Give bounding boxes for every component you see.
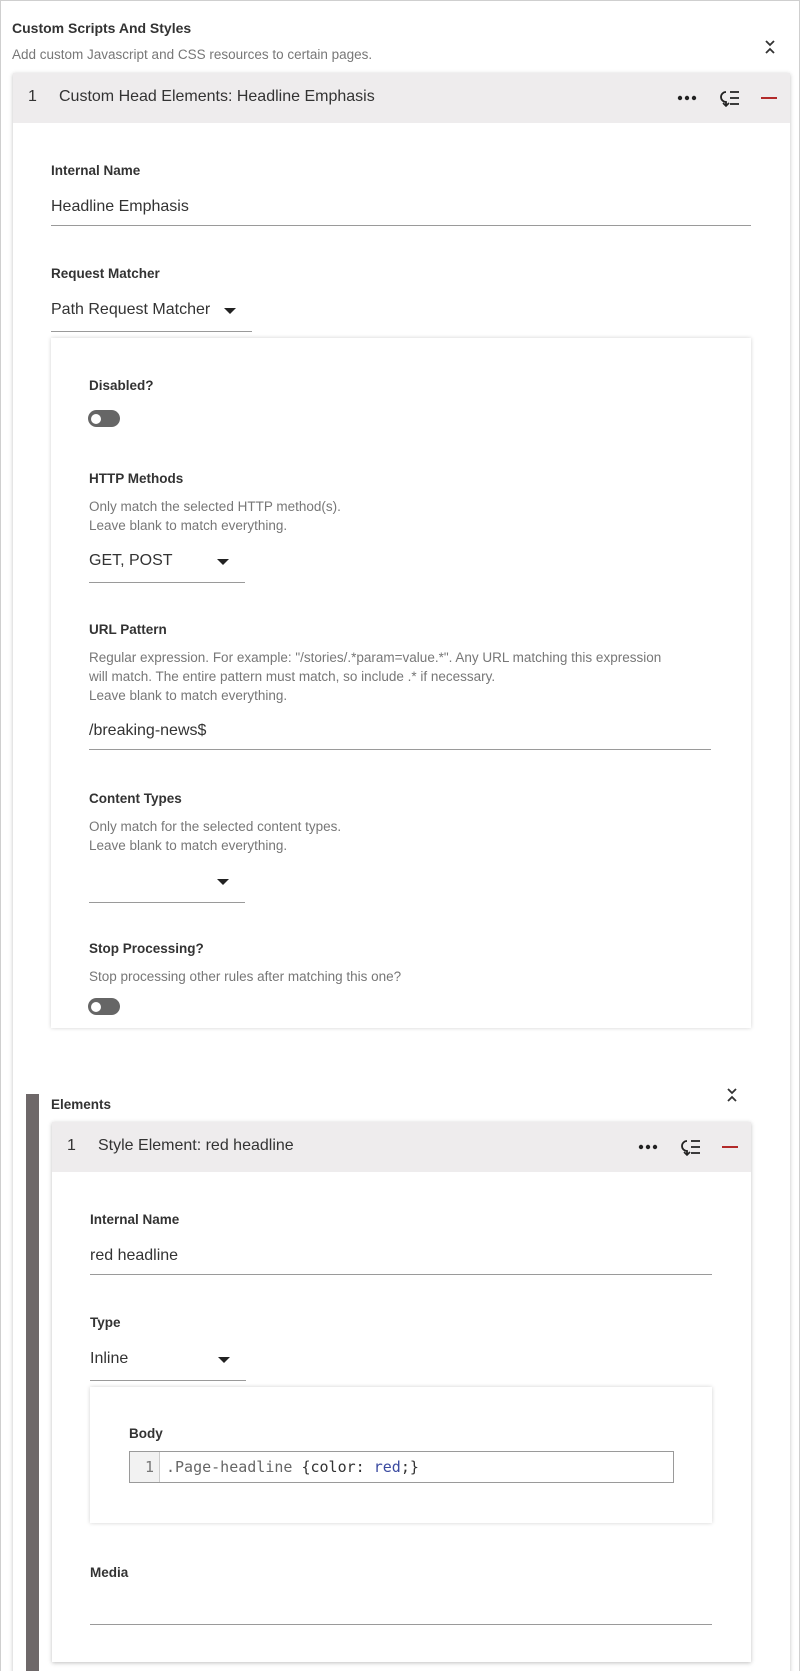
elements-indent-bar	[26, 1094, 39, 1671]
http-methods-help-2: Leave blank to match everything.	[89, 518, 288, 533]
http-methods-label: HTTP Methods	[89, 471, 184, 486]
body-code-editor[interactable]	[129, 1451, 674, 1483]
http-methods-help-1: Only match the selected HTTP method(s).	[89, 499, 341, 514]
request-matcher-value: Path Request Matcher	[51, 301, 211, 318]
elements-label: Elements	[51, 1097, 112, 1112]
content-types-help-1: Only match for the selected content types.	[89, 819, 342, 834]
element-internal-name-underline	[90, 1274, 712, 1275]
reorder-list-icon[interactable]	[717, 86, 741, 110]
code-property: color:	[310, 1458, 365, 1476]
elements-collapse-icon[interactable]	[722, 1083, 742, 1107]
element-internal-name-input[interactable]: red headline	[90, 1247, 179, 1264]
remove-minus-icon[interactable]	[757, 86, 781, 110]
content-types-select[interactable]	[89, 872, 245, 904]
type-underline	[90, 1380, 246, 1381]
url-pattern-input[interactable]: /breaking-news$	[89, 722, 207, 739]
disabled-label: Disabled?	[89, 378, 154, 393]
code-line	[166, 1452, 419, 1482]
content-types-label: Content Types	[89, 791, 182, 806]
url-pattern-help-3: Leave blank to match everything.	[89, 688, 288, 703]
chevron-down-icon	[218, 1357, 230, 1363]
body-label: Body	[129, 1426, 163, 1441]
url-pattern-help-1: Regular expression. For example: "/stories/.*param=value.*". Any URL matching this expression	[89, 650, 662, 665]
chevron-down-icon	[217, 559, 229, 565]
stop-processing-help: Stop processing other rules after matching this one?	[89, 969, 402, 984]
http-methods-underline	[89, 582, 245, 583]
code-close-brace: ;}	[400, 1458, 419, 1476]
code-selector: .Page-headline	[166, 1458, 293, 1476]
chevron-down-icon	[224, 308, 236, 314]
content-types-underline	[89, 902, 245, 903]
url-pattern-label: URL Pattern	[89, 622, 167, 637]
card-header[interactable]	[13, 73, 790, 123]
toggle-knob	[91, 414, 101, 424]
http-methods-select[interactable]	[89, 552, 245, 584]
disabled-toggle[interactable]	[88, 410, 120, 427]
media-input-underline[interactable]	[90, 1624, 712, 1625]
url-pattern-help-2: will match. The entire pattern must match, so include .* if necessary.	[89, 669, 496, 684]
reorder-list-icon[interactable]	[678, 1135, 702, 1159]
style-element-card	[52, 1122, 751, 1662]
media-label: Media	[90, 1565, 129, 1580]
type-label: Type	[90, 1315, 121, 1330]
element-internal-name-label: Internal Name	[90, 1212, 180, 1227]
content-types-help-2: Leave blank to match everything.	[89, 838, 288, 853]
code-open-brace: {	[292, 1458, 311, 1476]
http-methods-value: GET, POST	[89, 552, 173, 569]
section-title: Custom Scripts And Styles	[12, 20, 192, 36]
section-description: Add custom Javascript and CSS resources to certain pages.	[12, 47, 373, 62]
style-element-index: 1	[67, 1137, 76, 1154]
style-element-title: Style Element: red headline	[98, 1137, 294, 1154]
more-horizontal-icon[interactable]	[636, 1135, 660, 1159]
remove-minus-icon[interactable]	[718, 1135, 742, 1159]
internal-name-label: Internal Name	[51, 163, 141, 178]
stop-processing-label: Stop Processing?	[89, 941, 204, 956]
style-element-header[interactable]	[52, 1122, 751, 1172]
stop-processing-toggle[interactable]	[88, 998, 120, 1015]
type-value: Inline	[90, 1350, 129, 1367]
chevron-down-icon	[217, 879, 229, 885]
url-pattern-underline	[89, 749, 711, 750]
code-value: red	[364, 1458, 401, 1476]
toggle-knob	[91, 1002, 101, 1012]
internal-name-input[interactable]: Headline Emphasis	[51, 198, 189, 215]
more-horizontal-icon[interactable]	[675, 86, 699, 110]
code-line-number: 1	[130, 1452, 160, 1482]
internal-name-underline	[51, 225, 751, 226]
type-select[interactable]	[90, 1350, 246, 1382]
request-matcher-label: Request Matcher	[51, 266, 160, 281]
path-request-matcher-panel	[51, 338, 751, 1028]
request-matcher-select[interactable]	[51, 301, 252, 333]
section-collapse-icon[interactable]	[760, 35, 780, 59]
card-title: Custom Head Elements: Headline Emphasis	[59, 88, 375, 105]
card-index: 1	[28, 88, 37, 105]
request-matcher-underline	[51, 331, 252, 332]
